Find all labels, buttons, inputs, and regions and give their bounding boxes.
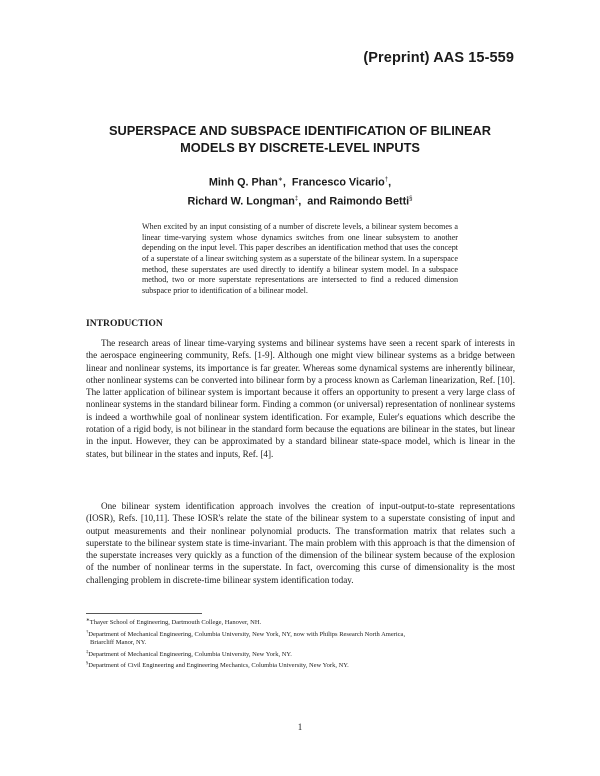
footnote-text: Department of Mechanical Engineering, Columbia University, New York, NY, now with Philips Research North America, [88,630,406,638]
footnote-text: Thayer School of Engineering, Dartmouth College, Hanover, NH. [89,619,262,627]
author-line-2: Richard W. Longman‡, and Raimondo Betti§ [187,195,413,208]
author-mark: ‡ [294,195,299,202]
body-paragraph: The research areas of linear time-varying systems and bilinear systems have seen a recent spark of interests in the aerospace engineering community, Refs. [1-9]. Although one might view bilinear systems as a bridge between linear and nonlinear systems, its importance is far greater. Whereas some dynamical systems are inherently bilinear, other nonlinear systems can be converted into bilinear form by a process known as Carleman linearization, Ref. [10]. The latter application of bilinear system is important because it offers an opportunity to present a very large class of nonlinear systems in the standard bilinear form. Finding a common (or universal) representation of nonlinear systems is indeed a worthwhile goal of nonlinear system identification. For example, Euler's equations which describe the rotation of a rigid body, is not bilinear in the standard form because the equations are bilinear in the states, but linear in the input. However, they can be approximated by a standard bilinear state-space model, which is linear in the states, but bilinear in the states and inputs, Ref. [4]. [86,338,515,459]
footnote [86,648,515,660]
author-mark: † [384,177,389,183]
footnote-divider [86,613,202,614]
author-list [60,172,540,209]
preprint-label: (Preprint) AAS 15-559 [363,50,514,66]
author-name: Raimondo Betti [329,195,410,208]
footnote-text-continued: Briarcliff Manor, NY. [90,639,147,647]
footnote-text: Department of Civil Engineering and Engineering Mechanics, Columbia University, New York, NY. [88,662,349,670]
title-line-2: MODELS BY DISCRETE-LEVEL INPUTS [180,140,420,155]
footnote-mark: ∗ [86,617,90,622]
section-heading: INTRODUCTION [86,318,163,329]
author-line-1: Minh Q. Phan∗, Francesco Vicario†, [208,176,392,189]
footnote-mark: † [86,628,89,634]
paper-title [60,122,540,156]
author-mark: ∗ [277,177,283,183]
author-conjunction: and [307,195,327,208]
footnote [86,628,515,648]
footnote-mark: § [86,660,89,666]
abstract: When excited by an input consisting of a number of discrete levels, a bilinear system becomes a linear time-varying system whose dynamics switches from one linear subsystem to another depending on the input level. This paper describes an identification method that uses the concept of a superstate of a linear switching system as a superstate of the bilinear system. In a superspace method, these superstates are used directly to identify a bilinear system model. In a subspace method, two or more superstate representations are intersected to find a reduced dimension subspace prior to identification of a bilinear model. [142,222,458,295]
page-number: 1 [297,722,303,732]
footnote [86,616,515,628]
author-name: Richard W. Longman [187,195,295,208]
footnote-text: Department of Mechanical Engineering, Columbia University, New York, NY. [88,650,292,658]
author-mark: § [409,195,413,202]
footnotes [86,616,515,671]
footnote-mark: ‡ [86,648,89,654]
author-name: Francesco Vicario [291,176,385,189]
author-name: Minh Q. Phan [208,176,278,189]
footnote [86,659,515,671]
title-line-1: SUPERSPACE AND SUBSPACE IDENTIFICATION OF BILINEAR [108,123,492,138]
body-paragraph: One bilinear system identification approach involves the creation of input-output-to-state representations (IOSR), Refs. [10,11]. These IOSR's relate the state of the bilinear system to a superstate consisting of input and output measurements and their nonlinear polynomial products. The transformation matrix that relates such a superstate to the bilinear system state is time-invariant. The main problem with this approach is that the dimension of the superstate increases very quickly as a function of the dimension of the bilinear system because of the explosion of the number of nonlinear terms in the superstate. In fact, overcoming this curse of dimensionality is the most challenging problem in discrete-time bilinear system identification today. [86,501,515,585]
